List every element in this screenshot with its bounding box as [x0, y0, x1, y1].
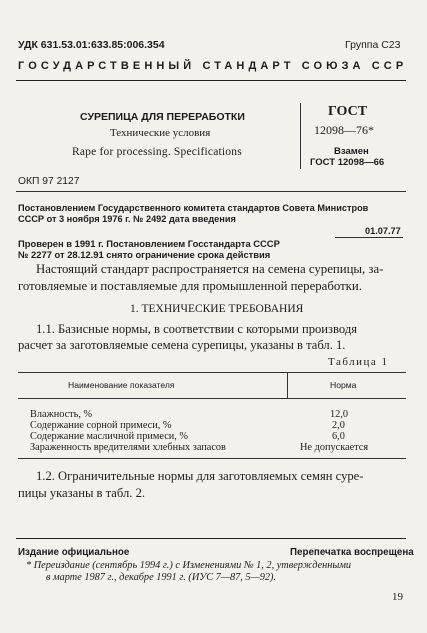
document-subtitle: Технические условия	[110, 127, 211, 139]
decree-line-2: СССР от 3 ноября 1976 г. № 2492 дата введения	[18, 214, 236, 224]
table-row	[30, 409, 92, 420]
decree-line-1: Постановлением Государственного комитета стандартов Совета Министров	[18, 203, 369, 213]
reissue-note-line-2: в марте 1987 г., декабре 1991 г. (ИУС 7—87, 5—92).	[46, 572, 277, 583]
table-column-divider	[287, 372, 288, 398]
row-norm: 6,0	[332, 431, 345, 442]
udk-code: УДК 631.53.01:633.85:006.354	[18, 39, 165, 51]
header-rule	[16, 80, 406, 81]
date-rule	[335, 237, 403, 238]
gost-label: ГОСТ	[328, 104, 368, 119]
table-header-rule	[18, 398, 406, 399]
english-title: Rape for processing. Specifications	[72, 146, 242, 158]
row-norm: 2,0	[332, 420, 345, 431]
okp-code: ОКП 97 2127	[18, 176, 80, 187]
row-norm: 12,0	[330, 409, 349, 420]
table-top-rule	[18, 372, 406, 373]
reprint-notice: Перепечатка воспрещена	[290, 547, 414, 558]
group-code: Группа С23	[345, 39, 401, 51]
section-heading: 1. ТЕХНИЧЕСКИЕ ТРЕБОВАНИЯ	[130, 303, 304, 315]
reissue-note-line-1: * Переиздание (сентябрь 1994 г.) с Изменениями № 1, 2, утвержденными	[26, 560, 352, 571]
row-name: Содержание сорной примеси, %	[30, 420, 172, 431]
page-number: 19	[392, 591, 403, 603]
clause-1-1-line-2: расчет за заготовляемые семена сурепицы, указаны в табл. 1.	[18, 338, 346, 352]
check-line-1: Проверен в 1991 г. Постановлением Госстандарта СССР	[18, 238, 280, 249]
intro-line-2: готовляемые и поставляемые для промышленной переработки.	[18, 279, 362, 293]
clause-1-2-line-1: 1.2. Ограничительные нормы для заготовляемых семян суре-	[36, 469, 364, 483]
table-row	[30, 420, 171, 431]
table-header-name: Наименование показателя	[68, 380, 175, 390]
official-edition: Издание официальное	[18, 547, 130, 558]
row-norm: Не допускается	[300, 442, 369, 453]
row-name: Влажность, %	[30, 409, 93, 420]
table-row	[30, 431, 188, 442]
okp-rule	[16, 191, 406, 192]
table-header-norm: Норма	[330, 380, 357, 390]
gost-number: 12098—76*	[314, 123, 374, 137]
table-bottom-rule	[18, 458, 406, 459]
table-row	[30, 442, 226, 453]
check-line-2: № 2277 от 28.12.91 снято ограничение срока действия	[18, 249, 271, 260]
footer-rule	[16, 538, 406, 539]
row-name: Зараженность вредителями хлебных запасов	[30, 442, 226, 453]
intro-line-1: Настоящий стандарт распространяется на семена сурепицы, за-	[36, 262, 384, 276]
clause-1-1-line-1: 1.1. Базисные нормы, в соответствии с которыми производя	[36, 322, 358, 336]
introduction-date: 01.07.77	[365, 226, 401, 236]
document-title: СУРЕПИЦА ДЛЯ ПЕРЕРАБОТКИ	[80, 111, 245, 123]
clause-1-2-line-2: пицы указаны в табл. 2.	[18, 486, 146, 500]
replaces-label: Взамен	[334, 146, 369, 157]
title-divider	[300, 103, 301, 169]
table-caption: Таблица 1	[328, 356, 389, 368]
banner-title: ГОСУДАРСТВЕННЫЙ СТАНДАРТ СОЮЗА ССР	[18, 60, 408, 72]
row-name: Содержание масличной примеси, %	[30, 431, 189, 442]
replaces-number: ГОСТ 12098—66	[310, 157, 385, 168]
